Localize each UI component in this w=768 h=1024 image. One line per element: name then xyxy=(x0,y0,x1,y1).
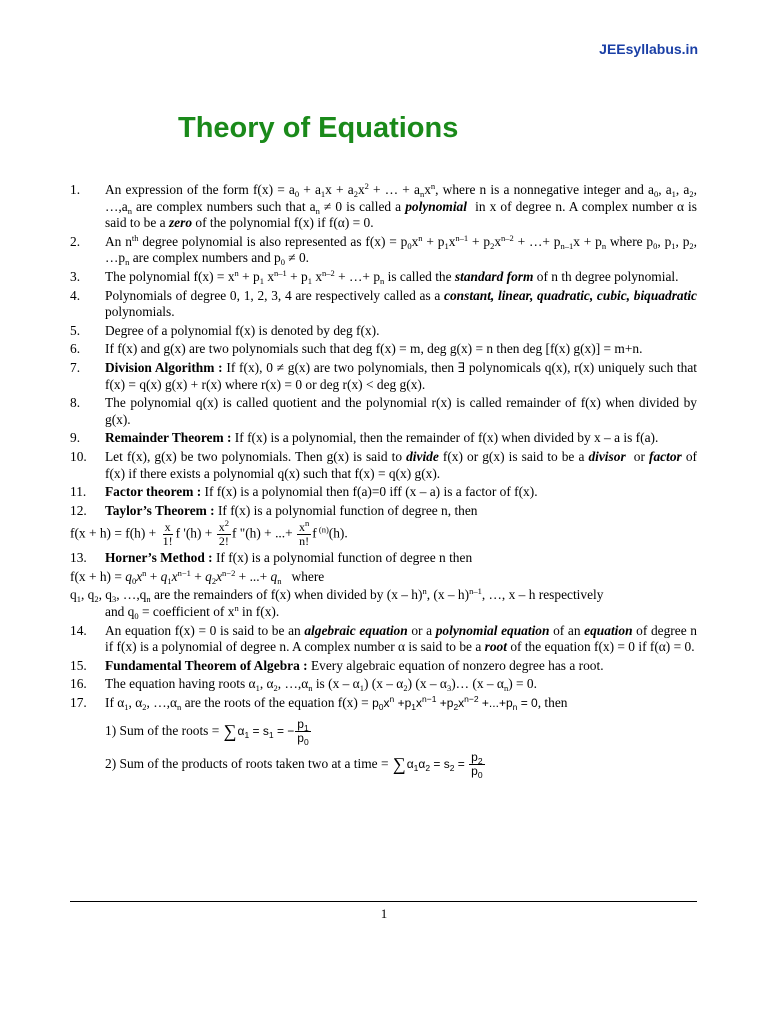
list-item-4 xyxy=(70,288,697,321)
item-label: Remainder Theorem : xyxy=(105,430,232,446)
list-item-6 xyxy=(70,341,697,358)
item-text: Let f(x), g(x) be two polynomials. Then g(x) is said to divide f(x) or g(x) is said to be a divisor or factor of f(x) if there exists a polynomial q(x) such that f(x) = q(x) g(x). xyxy=(105,448,697,481)
site-brand: JEEsyllabus.in xyxy=(599,41,698,57)
list-item-13 xyxy=(70,550,697,567)
item-text: Degree of a polynomial f(x) is denoted by deg f(x). xyxy=(105,322,380,338)
list-item-14 xyxy=(70,623,697,656)
item-text: The polynomial q(x) is called quotient and the polynomial r(x) is called remainder of f(x) when divided by g(x). xyxy=(105,395,697,427)
list-item-9 xyxy=(70,430,697,447)
list-item-5 xyxy=(70,323,697,340)
horner-formula: $f(x + h) = q_0x^n + q_1x^{n-1} + q_2x^{n-2}$ + ...+ $q_n$ where xyxy=(70,567,325,586)
item-number: 8. xyxy=(70,395,81,411)
item-desc: If f(x) is a polynomial then f(a)=0 iff (x – a) is a factor of f(x). xyxy=(201,484,538,500)
item-text: Division Algorithm : If f(x), 0 ≠ g(x) are two polynomials, then ∃ polynomicals q(x), r(x) uniquely such that f(x) = q(x) g(x) + r(x) where r(x) = 0 or deg r(x) < deg g(x). xyxy=(105,359,697,392)
item-label: Division Algorithm : xyxy=(105,359,223,375)
sum-of-roots: 1) Sum of the roots = ∑ $\alpha_1 = s_1$ = − $\frac{p_1}{p_0}$ xyxy=(105,716,309,747)
item-number: 15. xyxy=(70,657,87,673)
item-text: Polynomials of degree 0, 1, 2, 3, 4 are respectively called as a constant, linear, quadratic, cubic, biquadratic polynomials. xyxy=(105,287,697,320)
list-item-11 xyxy=(70,484,697,501)
list-item-15 xyxy=(70,658,697,675)
taylor-formula: f(x + h) = f(h) + $\frac{x}{1!}$ f '(h) + $\frac{x^2}{2!}$ f "(h) + ...+ $\frac{x^n}{n!}$ f $^{(n)}$(h). xyxy=(70,518,348,549)
item-text: An $n^{th}$ degree polynomial is also represented as $f(x) = p_0x^n + p_1x^{n-1} + p_2x^{n-2}$ + …+ $p_{n-1}x + p_n$ where $p_0$, $p_1$, $p_2$, $\dots p_n$ are complex numbers and $p_0 \ne 0$. xyxy=(105,232,697,268)
item-text: An expression of the form $f(x) = a_0 + a_1x + a_2x^2$ + … + $a_nx^n$, where n is a nonnegative integer and $a_0$, $a_1$, $a_2$, $\dots,a_n$ are complex numbers such that $a_n \ne 0$ is called a polynomial in x of degree n. A complex number α is said to be a zero of the polynomial f(x) if f(α) = 0. xyxy=(105,181,697,231)
list-item-1 xyxy=(70,182,697,232)
item-number: 4. xyxy=(70,287,81,303)
item-number: 5. xyxy=(70,322,81,338)
list-item-3 xyxy=(70,269,697,286)
item-desc: If f(x) is a polynomial, then the remainder of f(x) when divided by x – a is f(a). xyxy=(231,430,659,446)
equation-list xyxy=(70,182,697,784)
horner-note: $q_1$, $q_2$, $q_3$, $\dots,q_n$ are the remainders of f(x) when divided by (x – h)$^n$, (x – h)$^{n-1}$, …, x – h respectively and $q_0$ = coefficient of $x^n$ in f(x). xyxy=(70,586,604,622)
item-text: The equation having roots $\alpha_1$, $\alpha_2$, $\dots,\alpha_n$ is $(x - \alpha_1)$ $(x - \alpha_2)$ $(x - \alpha_3)\dots$ $(x - \alpha_n) = 0$. xyxy=(105,676,537,694)
item-text xyxy=(105,484,697,501)
list-item-17 xyxy=(70,695,697,712)
list-item-7 xyxy=(70,360,697,393)
item-label: Taylor’s Theorem : xyxy=(105,502,215,518)
item-number: 11. xyxy=(70,484,87,500)
footer-rule xyxy=(70,901,697,902)
list-item-16 xyxy=(70,676,697,693)
item-text: If $\alpha_1$, $\alpha_2$, $\dots,\alpha_n$ are the roots of the equation $f(x) = p_0x^n +p_1x^{n-1} +p_2x^{n-2} +...+p_n = 0$, then xyxy=(105,694,568,713)
list-item-12 xyxy=(70,503,697,520)
item-desc: If f(x) is a polynomial function of degree n, then xyxy=(214,502,478,518)
item-number: 9. xyxy=(70,430,81,446)
item-number: 16. xyxy=(70,676,87,692)
item-number: 17. xyxy=(70,695,87,711)
item-label: Factor theorem : xyxy=(105,484,202,500)
item-label: Horner’s Method : xyxy=(105,550,213,566)
sum2-label: 2) Sum of the products of roots taken two at a time = xyxy=(105,756,389,772)
list-item-10 xyxy=(70,449,697,482)
item-desc: If f(x) is a polynomial function of degree n then xyxy=(212,550,473,566)
item-number: 6. xyxy=(70,341,81,357)
item-text xyxy=(105,430,697,447)
item-text: The polynomial $f(x) = x^n + p_1$ $x^{n-1} + p_1$ $x^{n-2}$ + …+ $p_n$ is called the standard form of n th degree polynomial. xyxy=(105,267,679,286)
item-number: 13. xyxy=(70,550,87,566)
item-text xyxy=(105,503,697,520)
page-title: Theory of Equations xyxy=(178,112,459,144)
list-item-2 xyxy=(70,234,697,267)
page-number: 1 xyxy=(380,906,388,921)
sum-of-products: 2) Sum of the products of roots taken two at a time = ∑ $\alpha_1\alpha_2 = s_2$ = $\frac{p_2}{p_0}$ xyxy=(105,749,483,780)
item-desc: Every algebraic equation of nonzero degree has a root. xyxy=(307,657,604,673)
list-item-8 xyxy=(70,395,697,428)
item-text: An equation f(x) = 0 is said to be an algebraic equation or a polynomial equation of an equation of degree n if f(x) is a polynomial of degree n. A complex number α is said to be a root of the equation f(x) = 0 if f(α) = 0. xyxy=(105,622,697,655)
item-text xyxy=(105,550,697,567)
sum1-label: 1) Sum of the roots = xyxy=(105,723,220,739)
item-number: 7. xyxy=(70,359,81,375)
item-number: 12. xyxy=(70,502,87,518)
item-text: If f(x) and g(x) are two polynomials such that deg f(x) = m, deg g(x) = n then deg [f(x) g(x)] = m+n. xyxy=(105,341,643,357)
item-number: 2. xyxy=(70,233,81,249)
item-text xyxy=(105,658,697,675)
item-number: 10. xyxy=(70,448,87,464)
item-number: 3. xyxy=(70,268,81,284)
item-number: 14. xyxy=(70,622,87,638)
item-number: 1. xyxy=(70,182,81,197)
item-label: Fundamental Theorem of Algebra : xyxy=(105,657,308,673)
